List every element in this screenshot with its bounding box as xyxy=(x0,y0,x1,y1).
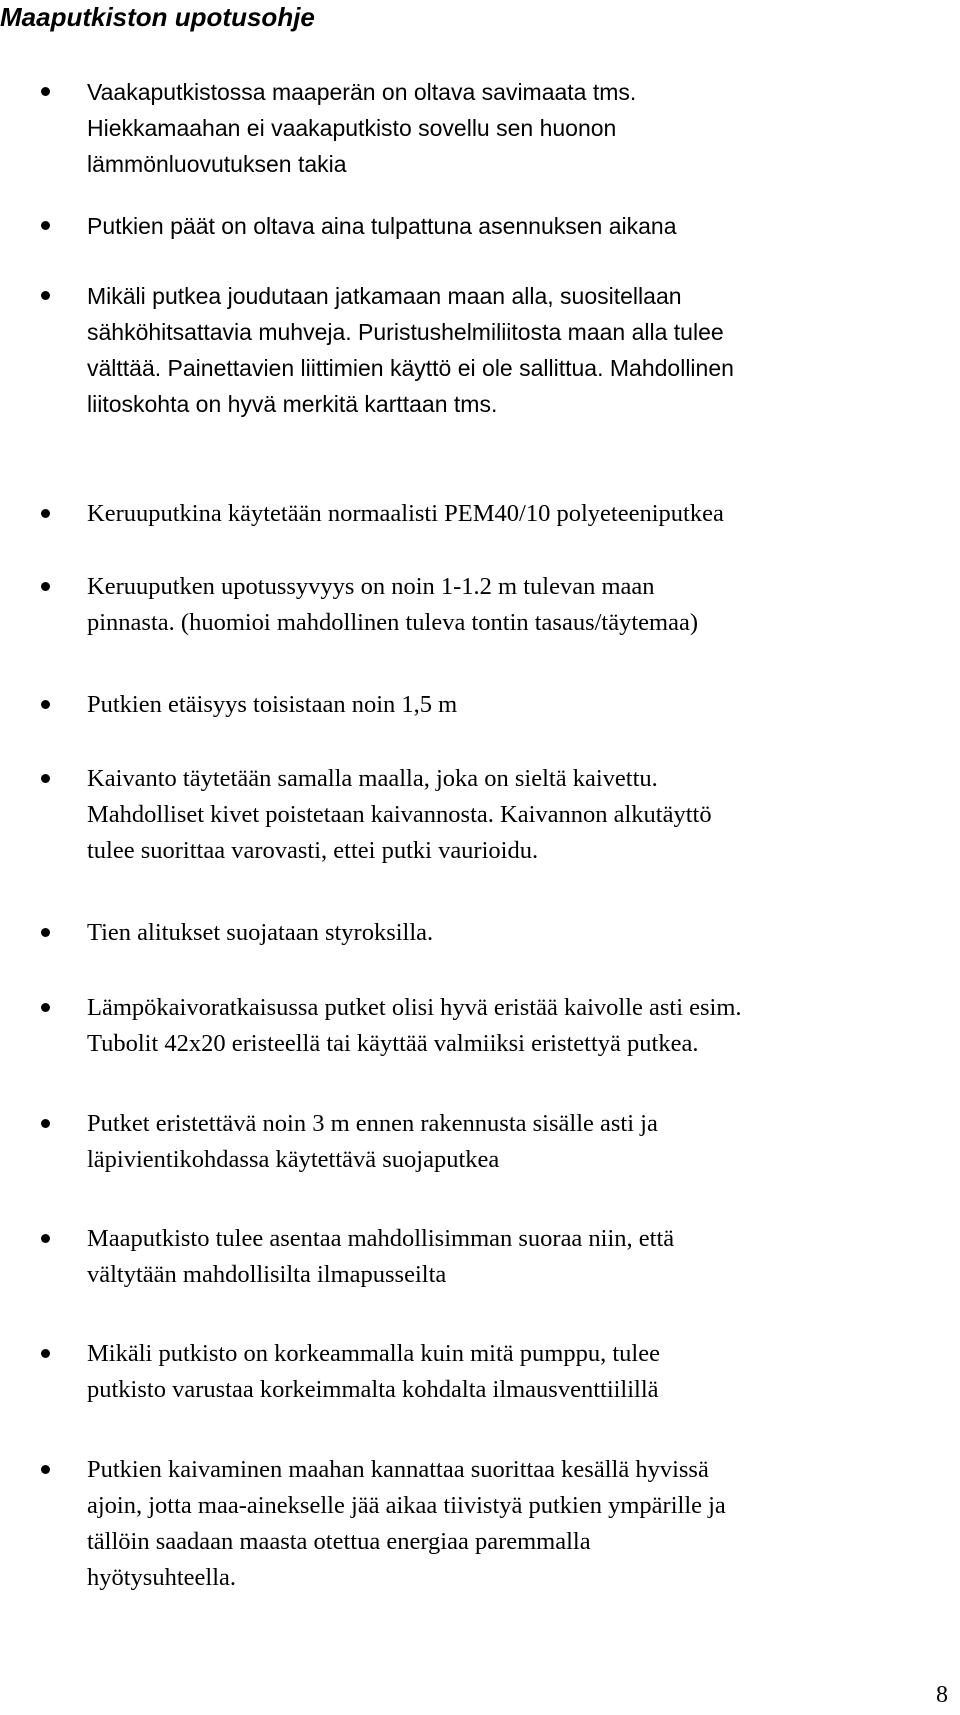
bullet-icon xyxy=(41,582,50,591)
list-item-text xyxy=(87,569,947,641)
list-item-text xyxy=(87,687,947,723)
text-line: Tubolit 42x20 eristeellä tai käyttää valmiiksi eristettyä putkea. xyxy=(87,1030,699,1057)
list-item-text xyxy=(87,278,947,422)
list-item-text xyxy=(87,1452,947,1596)
text-line: tulee suorittaa varovasti, ettei putki vaurioidu. xyxy=(87,837,539,864)
text-line: Mikäli putkisto on korkeammalla kuin mitä pumppu, tulee xyxy=(87,1340,660,1367)
bullet-icon xyxy=(41,291,50,300)
list-item-text xyxy=(87,1221,947,1293)
text-line: hyötysuhteella. xyxy=(87,1564,237,1591)
bullet-icon xyxy=(41,1119,50,1128)
bullet-icon xyxy=(41,1465,50,1474)
list-item-text xyxy=(87,496,947,532)
list-item-text xyxy=(87,208,947,244)
bullet-icon xyxy=(41,87,50,96)
bullet-icon xyxy=(41,700,50,709)
list-item-text xyxy=(87,915,947,951)
text-line: Putkien kaivaminen maahan kannattaa suorittaa kesällä hyvissä xyxy=(87,1456,709,1483)
document-title: Maaputkiston upotusohje xyxy=(0,2,315,32)
text-line: Keruuputkina käytetään normaalisti PEM40/10 polyeteeniputkea xyxy=(87,500,724,527)
text-line: Lämpökaivoratkaisussa putket olisi hyvä eristää kaivolle asti esim. xyxy=(87,994,742,1021)
text-line: Putket eristettävä noin 3 m ennen rakennusta sisälle asti ja xyxy=(87,1110,658,1137)
bullet-icon xyxy=(41,1349,50,1358)
text-line: Keruuputken upotussyvyys on noin 1-1.2 m tulevan maan xyxy=(87,573,655,600)
text-line: Maaputkisto tulee asentaa mahdollisimman suoraa niin, että xyxy=(87,1225,675,1252)
bullet-icon xyxy=(41,928,50,937)
list-item-text xyxy=(87,990,947,1062)
text-line: sähköhitsattavia muhveja. Puristushelmiliitosta maan alla tulee xyxy=(87,319,724,345)
bullet-icon xyxy=(41,774,50,783)
text-line: putkisto varustaa korkeimmalta kohdalta ilmausventtiilillä xyxy=(87,1376,659,1403)
text-line: Hiekkamaahan ei vaakaputkisto sovellu sen huonon xyxy=(87,115,617,141)
text-line: Vaakaputkistossa maaperän on oltava savimaata tms. xyxy=(87,79,637,105)
list-item-text xyxy=(87,74,947,182)
text-line: läpivientikohdassa käytettävä suojaputkea xyxy=(87,1146,500,1173)
text-line: tällöin saadaan maasta otettua energiaa paremmalla xyxy=(87,1528,591,1555)
text-line: lämmönluovutuksen takia xyxy=(87,151,347,177)
text-segment: pinnasta. xyxy=(87,609,175,636)
text-line: Mikäli putkea joudutaan jatkamaan maan alla, suositellaan xyxy=(87,283,682,309)
text-segment: (huomioi mahdollinen tuleva tontin tasaus/täytemaa) xyxy=(174,609,699,636)
list-item-text xyxy=(87,761,947,869)
text-line: Mahdolliset kivet poistetaan kaivannosta. Kaivannon alkutäyttö xyxy=(87,801,712,828)
text-line: välttää. Painettavien liittimien käyttö ei ole sallittua. Mahdollinen xyxy=(87,355,734,381)
list-item-text xyxy=(87,1336,947,1408)
bullet-icon xyxy=(41,221,50,230)
bullet-icon xyxy=(41,1003,50,1012)
text-line: liitoskohta on hyvä merkitä karttaan tms. xyxy=(87,391,498,417)
text-line: Putkien etäisyys toisistaan noin 1,5 m xyxy=(87,691,458,718)
list-item-text xyxy=(87,1106,947,1178)
bullet-icon xyxy=(41,1234,50,1243)
text-line: Putkien päät on oltava aina tulpattuna asennuksen aikana xyxy=(87,213,677,239)
text-line: Kaivanto täytetään samalla maalla, joka on sieltä kaivettu. xyxy=(87,765,658,792)
text-line xyxy=(87,605,947,641)
bullet-icon xyxy=(41,509,50,518)
text-line: Tien alitukset suojataan styroksilla. xyxy=(87,919,434,946)
page-number: 8 xyxy=(936,1682,948,1708)
text-line: ajoin, jotta maa-ainekselle jää aikaa tiivistyä putkien ympärille ja xyxy=(87,1492,726,1519)
text-line: vältytään mahdollisilta ilmapusseilta xyxy=(87,1261,447,1288)
